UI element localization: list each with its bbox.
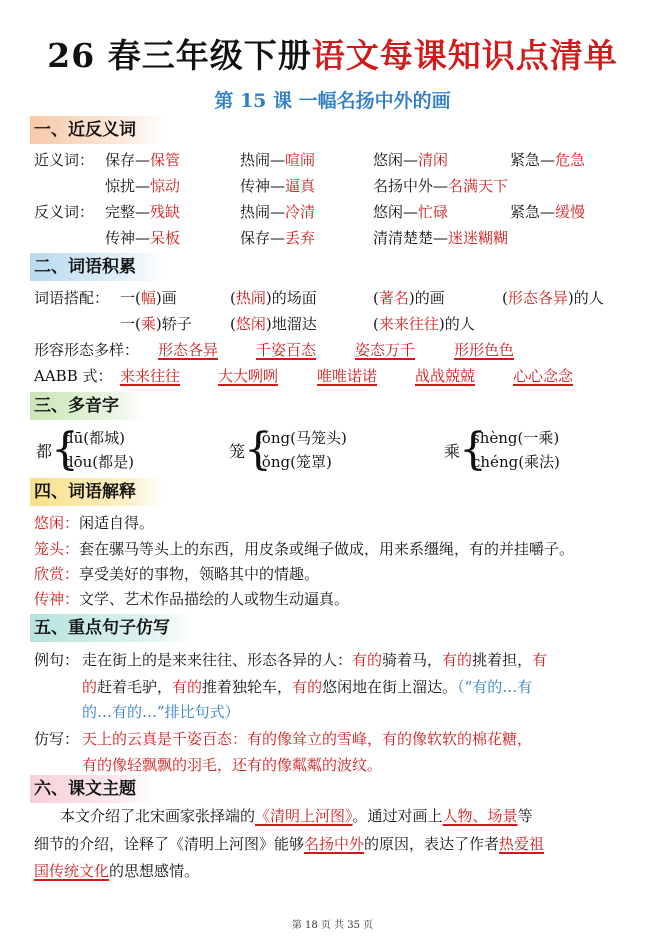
antonym-pair — [105, 202, 180, 222]
collocation-answer: 热闹 — [235, 289, 266, 307]
collocation-pre: ( — [502, 289, 508, 307]
variety-word: 形形色色 — [454, 341, 515, 359]
theme-line-3 — [34, 858, 199, 884]
example-keyword: 有的 — [172, 678, 203, 696]
collocation-answer: 乘 — [140, 315, 156, 333]
synonym-word: 热闹— — [240, 151, 286, 169]
aabb-word: 唯唯诺诺 — [317, 367, 378, 385]
explanation-row — [34, 513, 154, 533]
variety-word: 姿态万千 — [355, 341, 416, 359]
polyphone-char: 乘 — [444, 442, 461, 461]
explanation-term: 传神： — [34, 590, 80, 608]
brace-icon: { — [51, 424, 79, 475]
theme-text: 本文介绍了北宋画家张择端的 — [60, 807, 256, 825]
synonym-pair — [105, 150, 180, 170]
theme-text: 的思想感情。 — [109, 862, 200, 880]
theme-keyword: 热爱祖 — [499, 835, 545, 853]
section-vocabulary: 二、词语积累 — [30, 253, 164, 281]
theme-keyword: 人物、场景 — [442, 807, 518, 825]
synonym-word: 惊扰— — [105, 177, 151, 195]
example-text: 骑着马， — [382, 651, 443, 669]
imitation-label: 仿写： — [34, 730, 80, 748]
theme-line-1 — [60, 803, 533, 829]
collocation-pre: 一( — [120, 315, 141, 333]
variety-word: 形态各异 — [158, 341, 219, 359]
antonym-word: 保存— — [240, 229, 286, 247]
section-polyphones: 三、多音字 — [30, 392, 144, 420]
theme-text: 。通过对画上 — [352, 807, 443, 825]
antonym-word: 传神— — [105, 229, 151, 247]
explanation-definition: 闲适自得。 — [79, 514, 155, 532]
collocation-item — [120, 314, 192, 334]
example-keyword: 有的 — [442, 651, 473, 669]
explanation-row — [34, 539, 574, 559]
collocation-item — [373, 288, 445, 308]
synonym-pair — [105, 176, 180, 196]
synonym-word: 保存— — [105, 151, 151, 169]
collocation-item — [230, 288, 317, 308]
theme-keyword: 名扬中外 — [304, 835, 365, 853]
antonym-answer: 忙碌 — [418, 203, 449, 221]
collocation-answer: 著名 — [378, 289, 409, 307]
section-explanations: 四、词语解释 — [30, 478, 164, 506]
section-synonyms-antonyms: 一、近反义词 — [30, 116, 164, 144]
collocation-label: 词语搭配： — [34, 289, 110, 307]
collocation-answer: 幅 — [140, 289, 156, 307]
collocation-pre: 一( — [120, 289, 141, 307]
polyphone-char: 都 — [36, 442, 53, 461]
collocation-item — [373, 314, 475, 334]
antonym-word: 清清楚楚— — [373, 229, 449, 247]
collocation-post: )地溜达 — [265, 315, 317, 333]
collocation-post: )的场面 — [265, 289, 317, 307]
antonym-pair — [240, 202, 315, 222]
aabb-label: AABB 式： — [34, 367, 113, 385]
brace-icon: { — [244, 424, 272, 475]
example-keyword: 有 — [532, 651, 548, 669]
aabb-word: 战战兢兢 — [415, 367, 476, 385]
explanation-row — [34, 564, 319, 584]
imitation-line-1: 天上的云真是千姿百态：有的像耸立的雪峰，有的像软软的棉花糖， — [82, 730, 533, 748]
synonym-answer: 清闲 — [418, 151, 449, 169]
theme-text: 等 — [517, 807, 533, 825]
lesson-subtitle: 第 15 课 一幅名扬中外的画 — [214, 90, 451, 112]
example-label: 例句： — [34, 651, 80, 669]
antonym-word: 悠闲— — [373, 203, 419, 221]
example-text: 赶着毛驴， — [97, 678, 173, 696]
collocation-post: )画 — [155, 289, 177, 307]
example-text: 推着独轮车， — [202, 678, 293, 696]
example-keyword: 有的 — [352, 651, 383, 669]
synonym-answer: 保管 — [150, 151, 181, 169]
antonym-word: 热闹— — [240, 203, 286, 221]
antonym-word: 紧急— — [510, 203, 556, 221]
explanation-definition: 文学、艺术作品描绘的人或物生动逼真。 — [79, 590, 350, 608]
antonym-pair — [373, 202, 448, 222]
imitation-line-2: 有的像轻飘飘的羽毛，还有的像粼粼的波纹。 — [82, 756, 383, 774]
collocation-post: )的人 — [567, 289, 604, 307]
synonym-pair — [240, 150, 315, 170]
theme-line-2 — [34, 831, 544, 857]
collocation-pre: ( — [373, 289, 379, 307]
aabb-word: 心心念念 — [513, 367, 574, 385]
explanation-term: 笼头： — [34, 540, 80, 558]
antonym-answer: 迷迷糊糊 — [448, 229, 509, 247]
title-red: 语文每课知识点清单 — [311, 36, 618, 75]
synonym-pair — [373, 176, 508, 196]
synonym-pair — [373, 150, 448, 170]
explanation-definition: 享受美好的事物，领略其中的情趣。 — [79, 565, 320, 583]
synonym-word: 紧急— — [510, 151, 556, 169]
synonym-answer: 名满天下 — [448, 177, 509, 195]
synonyms-label: 近义词： — [34, 151, 95, 169]
variety-word: 千姿百态 — [256, 341, 317, 359]
antonym-answer: 缓慢 — [555, 203, 586, 221]
example-text: 悠闲地在街上溜达。 — [322, 678, 458, 696]
collocation-item — [230, 314, 317, 334]
antonyms-label: 反义词： — [34, 203, 95, 221]
collocation-item — [502, 288, 604, 308]
polyphone-reading: dū(都城) — [64, 429, 125, 447]
example-line-2 — [82, 677, 532, 697]
theme-text: 的原因，表达了作者 — [364, 835, 500, 853]
collocation-answer: 来来往往 — [378, 315, 439, 333]
polyphone-reading: chéng(乘法) — [472, 453, 560, 471]
collocation-item — [120, 288, 177, 308]
antonym-answer: 呆板 — [150, 229, 181, 247]
example-text: 走在街上的是来来往往、形态各异的人： — [82, 651, 353, 669]
collocation-pre: ( — [230, 315, 236, 333]
collocation-post: )轿子 — [155, 315, 192, 333]
antonym-pair — [373, 228, 508, 248]
antonym-answer: 冷清 — [285, 203, 316, 221]
explanation-row — [34, 589, 349, 609]
collocation-answer: 形态各异 — [507, 289, 568, 307]
polyphone-reading: lóng(马笼头) — [257, 429, 347, 447]
aabb-word: 大大咧咧 — [218, 367, 279, 385]
polyphone-reading: lǒng(笼罩) — [257, 453, 332, 471]
example-note: 的…有的…”排比句式） — [82, 703, 240, 721]
page-footer: 第 18 页 共 35 页 — [291, 920, 374, 931]
explanation-term: 欣赏： — [34, 565, 80, 583]
collocation-answer: 悠闲 — [235, 315, 266, 333]
example-note: （“有的…有 — [457, 678, 533, 696]
synonym-word: 悠闲— — [373, 151, 419, 169]
explanation-term: 悠闲： — [34, 514, 80, 532]
polyphone-reading: dōu(都是) — [64, 453, 134, 471]
antonym-answer: 残缺 — [150, 203, 181, 221]
collocation-pre: ( — [230, 289, 236, 307]
antonym-word: 完整— — [105, 203, 151, 221]
example-keyword: 的 — [82, 678, 98, 696]
collocation-post: )的画 — [408, 289, 445, 307]
example-line-1 — [82, 650, 547, 670]
antonym-pair — [105, 228, 180, 248]
variety-label: 形容形态多样： — [34, 341, 140, 359]
polyphone-char: 笼 — [229, 442, 246, 461]
section-sentence-imitation: 五、重点句子仿写 — [30, 614, 194, 642]
antonym-pair — [240, 228, 315, 248]
synonym-answer: 惊动 — [150, 177, 181, 195]
theme-text: 细节的介绍，诠释了《清明上河图》能够 — [34, 835, 305, 853]
collocation-pre: ( — [373, 315, 379, 333]
synonym-word: 名扬中外— — [373, 177, 449, 195]
synonym-answer: 逼真 — [285, 177, 316, 195]
theme-keyword: 《清明上河图》 — [255, 807, 353, 825]
section-theme: 六、课文主题 — [30, 775, 154, 803]
theme-keyword: 国传统文化 — [34, 862, 110, 880]
antonym-pair — [510, 202, 585, 222]
synonym-pair — [510, 150, 585, 170]
antonym-answer: 丢弃 — [285, 229, 316, 247]
example-keyword: 有的 — [292, 678, 323, 696]
synonym-pair — [240, 176, 315, 196]
aabb-word: 来来往往 — [120, 367, 181, 385]
synonym-answer: 喧闹 — [285, 151, 316, 169]
explanation-definition: 套在骡马等头上的东西，用皮条或绳子做成，用来系缰绳，有的并挂嚼子。 — [79, 540, 575, 558]
collocation-post: )的人 — [438, 315, 475, 333]
example-text: 挑着担， — [472, 651, 533, 669]
page-title — [0, 30, 665, 77]
synonym-word: 传神— — [240, 177, 286, 195]
synonym-answer: 危急 — [555, 151, 586, 169]
polyphone-reading: shèng(一乘) — [472, 429, 560, 447]
brace-icon: { — [459, 424, 487, 475]
title-black: 26 春三年级下册 — [47, 36, 312, 75]
